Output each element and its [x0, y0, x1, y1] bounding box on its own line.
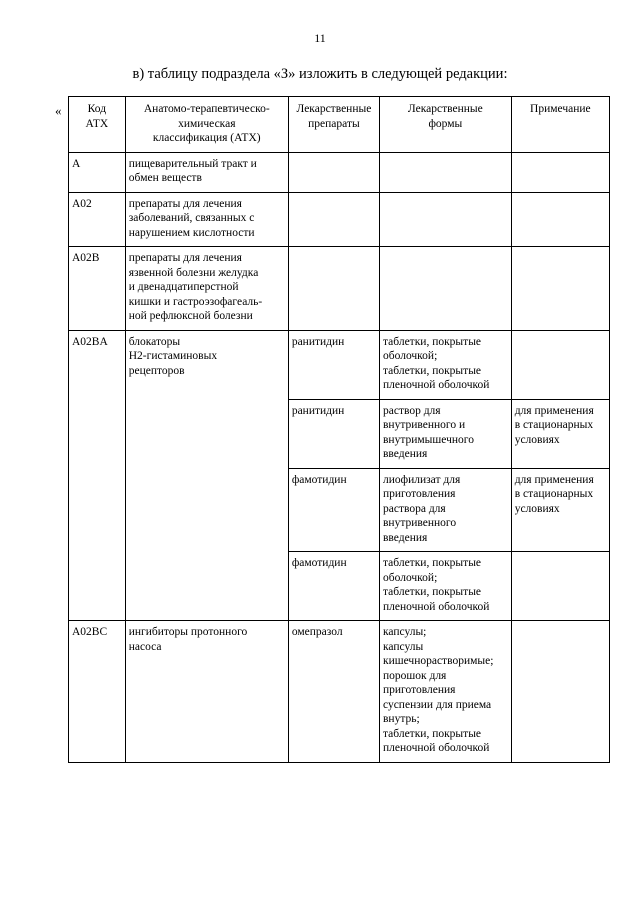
page-number: 11: [314, 31, 326, 45]
note-cell: для применения в стационарных условиях: [511, 468, 609, 552]
code-cell: A02BC: [69, 621, 126, 763]
table-row: [69, 621, 610, 763]
form-cell: раствор для внутривенного и внутримышечного введения: [380, 399, 512, 468]
atx-table: [68, 96, 610, 763]
table-header-row: [69, 97, 610, 153]
header-code: Код АТХ: [69, 97, 126, 153]
code-cell: А: [69, 152, 126, 192]
form-cell: капсулы; капсулы кишечнорастворимые; порошок для приготовления суспензии для приема внутрь; таблетки, покрытые пленочной оболочкой: [380, 621, 512, 763]
drug-cell: [288, 247, 379, 331]
classification-cell: ингибиторы протонного насоса: [125, 621, 288, 763]
intro-text: в) таблицу подраздела «З» изложить в следующей редакции:: [132, 66, 508, 82]
classification-cell: блокаторы Н2-гистаминовых рецепторов: [125, 330, 288, 621]
header-forms: Лекарственные формы: [380, 97, 512, 153]
form-cell: таблетки, покрытые оболочкой; таблетки, покрытые пленочной оболочкой: [380, 330, 512, 399]
table-row: [69, 192, 610, 247]
form-cell: лиофилизат для приготовления раствора для внутривенного введения: [380, 468, 512, 552]
table-row: [69, 330, 610, 399]
drug-cell: фамотидин: [288, 552, 379, 621]
form-cell: [380, 152, 512, 192]
header-classification: Анатомо-терапевтическо- химическая классификация (АТХ): [125, 97, 288, 153]
form-cell: таблетки, покрытые оболочкой; таблетки, покрытые пленочной оболочкой: [380, 552, 512, 621]
note-cell: [511, 152, 609, 192]
code-cell: A02: [69, 192, 126, 247]
drug-cell: ранитидин: [288, 399, 379, 468]
drug-cell: [288, 192, 379, 247]
note-cell: для применения в стационарных условиях: [511, 399, 609, 468]
note-cell: [511, 330, 609, 399]
form-cell: [380, 247, 512, 331]
header-drugs: Лекарственные препараты: [288, 97, 379, 153]
table-row: [69, 247, 610, 331]
drug-cell: омепразол: [288, 621, 379, 763]
form-cell: [380, 192, 512, 247]
table-row: [69, 152, 610, 192]
note-cell: [511, 192, 609, 247]
opening-quote: «: [55, 103, 62, 118]
note-cell: [511, 621, 609, 763]
note-cell: [511, 247, 609, 331]
code-cell: A02B: [69, 247, 126, 331]
code-cell: A02BA: [69, 330, 126, 621]
header-note: Примечание: [511, 97, 609, 153]
classification-cell: препараты для лечения заболеваний, связанных с нарушением кислотности: [125, 192, 288, 247]
drug-cell: [288, 152, 379, 192]
drug-cell: фамотидин: [288, 468, 379, 552]
classification-cell: пищеварительный тракт и обмен веществ: [125, 152, 288, 192]
note-cell: [511, 552, 609, 621]
classification-cell: препараты для лечения язвенной болезни желудка и двенадцатиперстной кишки и гастроэзофагеаль- ной рефлюксной болезни: [125, 247, 288, 331]
drug-cell: ранитидин: [288, 330, 379, 399]
